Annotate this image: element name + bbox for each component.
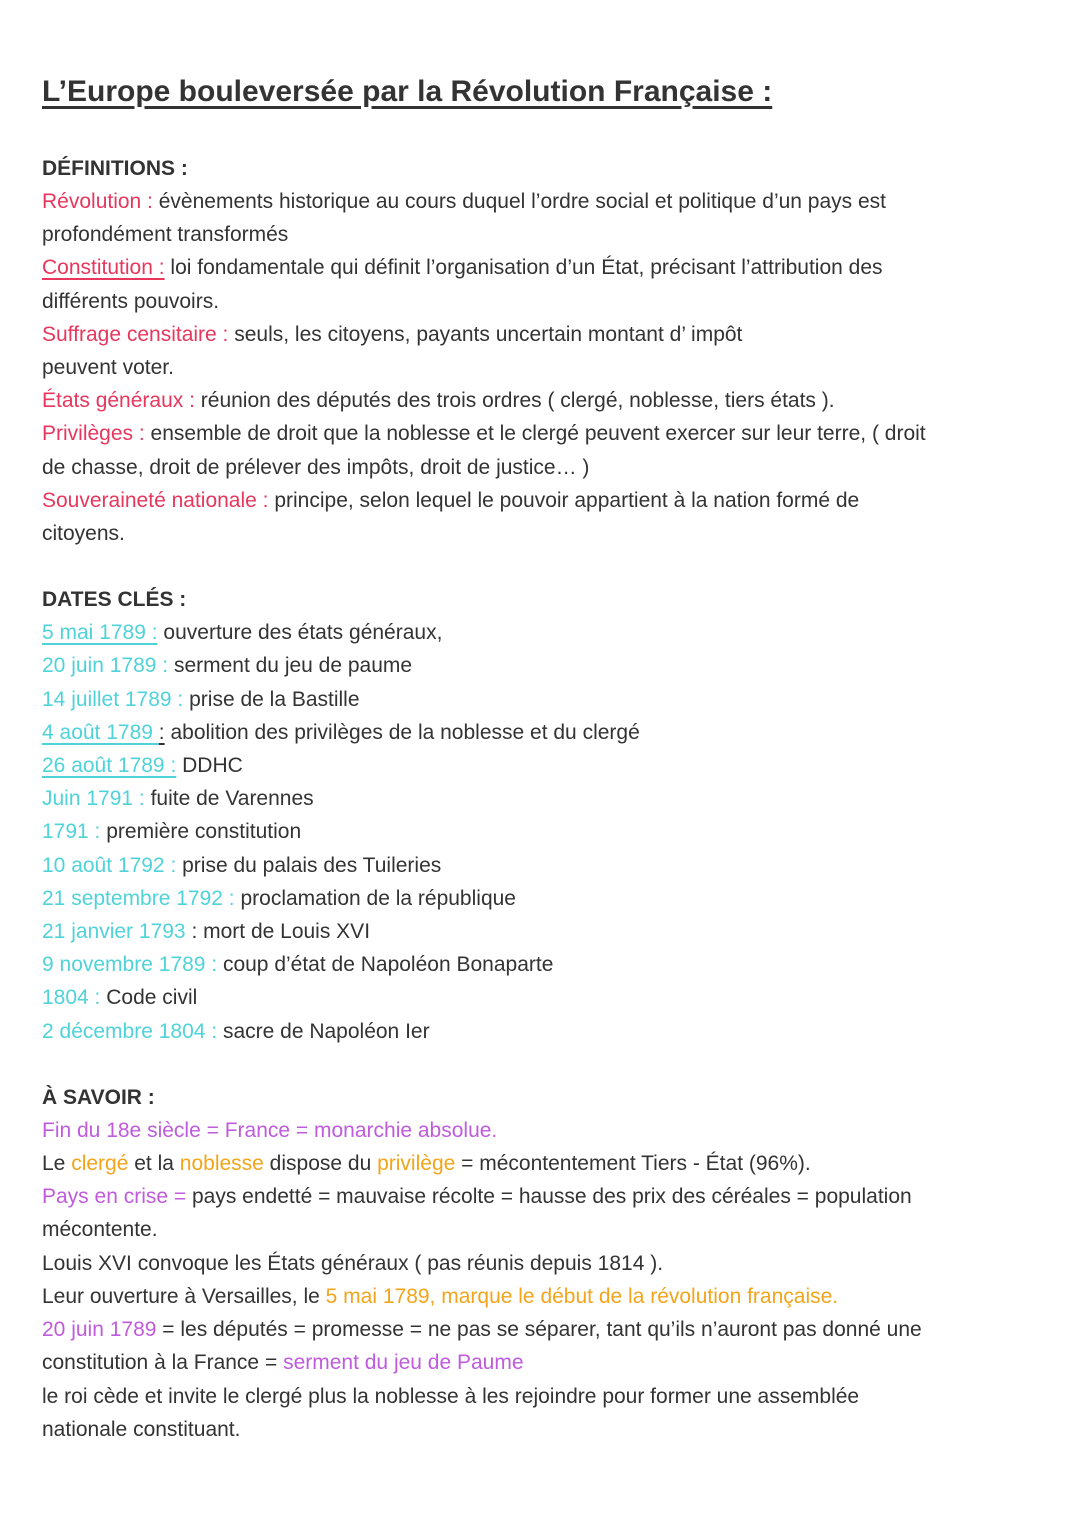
savoir-line-2: [42, 1147, 1032, 1180]
term-privileges: Privilèges :: [42, 422, 151, 446]
savoir-line-7: le roi cède et invite le clergé plus la noblesse à les rejoindre pour former une assemblée: [42, 1384, 860, 1408]
savoir-l2-a: Le: [42, 1152, 72, 1176]
definitions-heading: DÉFINITIONS :: [42, 157, 188, 180]
date-label: Juin 1791 :: [42, 787, 151, 811]
date-label: 21 janvier 1793: [42, 920, 186, 944]
date-item: [42, 849, 1032, 882]
definition-revolution-text: évènements historique au cours duquel l’ordre social et politique d’un pays est: [158, 190, 887, 213]
date-label: 20 juin 1789 :: [42, 654, 174, 678]
definition-suffrage-text: seuls, les citoyens, payants uncertain montant d’ impôt: [234, 322, 743, 346]
savoir-section: [42, 1081, 1032, 1446]
definition-constitution-cont: différents pouvoirs.: [42, 289, 220, 313]
date-event: première constitution: [106, 820, 302, 844]
date-event: sacre de Napoléon Ier: [222, 1019, 430, 1043]
definition-privileges: [42, 417, 1032, 450]
date-event: serment du jeu de paume: [173, 654, 413, 678]
date-item: [42, 815, 1032, 848]
date-event: coup d’état de Napoléon Bonaparte: [222, 953, 554, 977]
date-separator: :: [158, 720, 165, 744]
definition-revolution: [42, 185, 1032, 218]
savoir-l5-a: Leur ouverture à Versailles, le: [42, 1284, 326, 1308]
definition-constitution-text: loi fondamentale qui définit l’organisation d’un État, précisant l’attribution des: [164, 256, 883, 280]
savoir-l2-privilege: privilège: [377, 1152, 456, 1176]
definition-suffrage: [42, 318, 1032, 351]
definition-etats-text: réunion des députés des trois ordres ( clergé, noblesse, tiers états ).: [200, 389, 835, 413]
date-label: 1791 :: [42, 820, 107, 844]
date-event: prise de la Bastille: [189, 687, 360, 711]
term-constitution: Constitution :: [42, 256, 165, 280]
dates-section: [42, 583, 1032, 1048]
savoir-l2-e: dispose du: [263, 1152, 378, 1176]
definition-etats: [42, 384, 1032, 417]
definition-souverainete: [42, 484, 1032, 517]
definition-revolution-cont: profondément transformés: [42, 223, 289, 247]
date-item: [42, 716, 1032, 749]
date-event: : mort de Louis XVI: [185, 920, 371, 944]
term-revolution: Révolution :: [42, 190, 159, 213]
term-souverainete: Souveraineté nationale :: [42, 488, 275, 512]
date-event: abolition des privilèges de la noblesse et du clergé: [164, 720, 640, 744]
date-label: 10 août 1792 :: [42, 853, 183, 877]
savoir-line-6-cont: [42, 1346, 1032, 1379]
date-item: [42, 948, 1032, 981]
savoir-l2-g: = mécontentement Tiers - État (96%).: [455, 1152, 811, 1176]
definition-constitution: [42, 251, 1032, 284]
definition-souverainete-cont: citoyens.: [42, 522, 125, 546]
date-event: proclamation de la république: [240, 886, 516, 910]
savoir-l6-text: = les députés = promesse = ne pas se séparer, tant qu’ils n’auront pas donné une: [156, 1318, 922, 1342]
date-label: 1804 :: [42, 986, 107, 1010]
term-suffrage: Suffrage censitaire :: [42, 322, 235, 346]
savoir-l3-crise: Pays en crise =: [42, 1185, 192, 1209]
date-label: 21 septembre 1792 :: [42, 886, 241, 910]
savoir-l2-noblesse: noblesse: [179, 1152, 264, 1176]
date-event: Code civil: [106, 986, 198, 1010]
savoir-heading: À SAVOIR :: [42, 1085, 155, 1109]
date-item: [42, 915, 1032, 948]
date-label: 26 août 1789 :: [42, 754, 177, 778]
date-event: prise du palais des Tuileries: [182, 853, 442, 877]
date-event: ouverture des états généraux,: [157, 621, 443, 645]
dates-heading: DATES CLÉS :: [42, 588, 187, 612]
date-item: [42, 981, 1032, 1014]
savoir-line-7-cont: nationale constituant.: [42, 1417, 241, 1441]
section-gap: [42, 550, 1032, 583]
definition-privileges-text: ensemble de droit que la noblesse et le clergé peuvent exercer sur leur terre, ( droit: [150, 422, 926, 446]
date-item: [42, 683, 1032, 716]
section-gap: [42, 1048, 1032, 1081]
savoir-l6-date: 20 juin 1789: [42, 1318, 157, 1342]
date-item: [42, 882, 1032, 915]
savoir-line-4: Louis XVI convoque les États généraux ( pas réunis depuis 1814 ).: [42, 1251, 664, 1275]
definition-privileges-cont: de chasse, droit de prélever des impôts, droit de justice… ): [42, 455, 590, 479]
date-item: [42, 782, 1032, 815]
date-item: [42, 649, 1032, 682]
date-label: 9 novembre 1789 :: [42, 953, 223, 977]
date-item: [42, 616, 1032, 649]
definition-suffrage-cont: peuvent voter.: [42, 356, 174, 380]
page-title: L’Europe bouleversée par la Révolution Française :: [42, 75, 773, 108]
document-content: [42, 72, 1032, 1446]
savoir-l2-c: et la: [128, 1152, 180, 1176]
date-label: 14 juillet 1789 :: [42, 687, 190, 711]
savoir-l5-highlight: 5 mai 1789, marque le début de la révolution française.: [325, 1284, 839, 1308]
savoir-l3-text: pays endetté = mauvaise récolte = hausse des prix des céréales = population: [191, 1185, 912, 1209]
date-label: 2 décembre 1804 :: [42, 1019, 223, 1043]
date-item: [42, 749, 1032, 782]
term-etats: États généraux :: [42, 389, 201, 413]
savoir-l6-c: constitution à la France =: [42, 1351, 284, 1375]
savoir-line-3: [42, 1180, 1032, 1213]
date-item: [42, 1015, 1032, 1048]
date-event: fuite de Varennes: [150, 787, 314, 811]
savoir-line-5: [42, 1280, 1032, 1313]
definitions-section: [42, 152, 1032, 550]
savoir-line-1: Fin du 18e siècle = France = monarchie absolue.: [42, 1118, 498, 1142]
date-event: DDHC: [176, 754, 243, 778]
savoir-l6-serment: serment du jeu de Paume: [283, 1351, 524, 1375]
date-label: 5 mai 1789 :: [42, 621, 158, 645]
savoir-line-3-cont: mécontente.: [42, 1218, 158, 1242]
savoir-line-6: [42, 1313, 1032, 1346]
date-label: 4 août 1789: [42, 720, 159, 744]
savoir-l2-clerge: clergé: [71, 1152, 129, 1176]
definition-souverainete-text: principe, selon lequel le pouvoir appartient à la nation formé de: [274, 488, 860, 512]
